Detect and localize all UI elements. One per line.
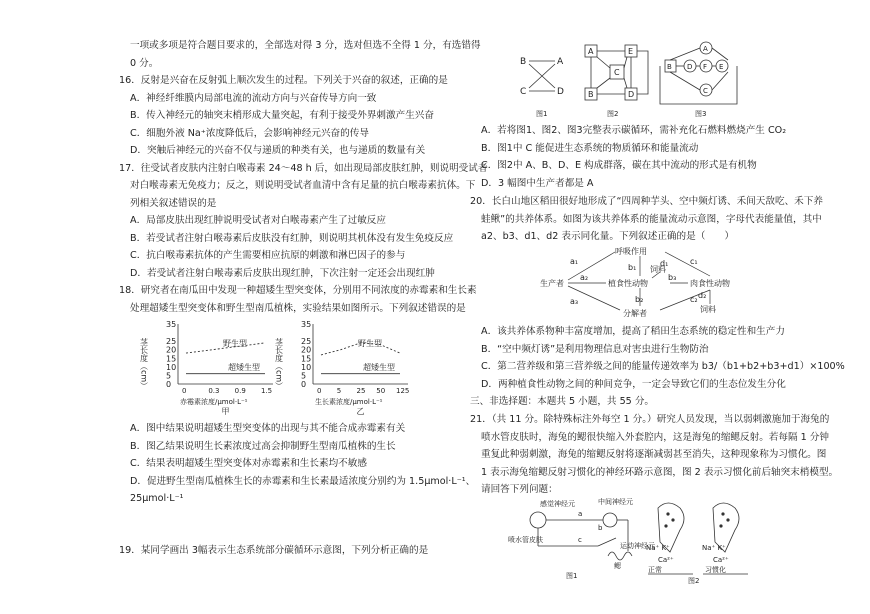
- habituation-label: 习惯化: [705, 566, 726, 574]
- q19-stem: 19．某同学画出 3幅表示生态系统部分碳循环示意图，下列分析正确的是: [119, 545, 429, 556]
- text-line: A．图中结果说明超矮生型突变体的出现与其不能合成赤霉素有关: [130, 423, 406, 434]
- text-line: C．细胞外液 Na⁺浓度降低后，会影响神经元兴奋的传导: [130, 127, 369, 139]
- text-line: 17．往受试者皮肤内注射白喉毒素 24～48 h 后，如出现局部皮肤红肿，则说明受试者: [119, 162, 488, 174]
- y-tick-label: 5: [301, 371, 307, 381]
- q19-option: B．图1中 C 能促进生态系统的物质循环和能量流动: [481, 142, 699, 154]
- text-line: 0 分。: [130, 57, 159, 69]
- neuro-fig2-caption: 图2: [688, 577, 700, 584]
- text-line: D．若受试者注射白喉毒素后皮肤出现红肿，下次注射一定还会出现红肿: [130, 267, 435, 279]
- decomposer-label: 分解者: [623, 309, 647, 318]
- text-line: D．促进野生型南瓜植株生长的赤霉素和生长素最适浓度分别约为 1.5μmol·L⁻¹、: [130, 475, 476, 487]
- y-tick-label: 35: [301, 320, 312, 329]
- label-b3: b₃: [668, 273, 677, 282]
- x-axis-label: 生长素浓度/μmol·L⁻¹: [315, 398, 383, 406]
- y-axis-label: 茎长度（cm）: [275, 338, 284, 391]
- x-axis-label: 赤霉素浓度/μmol·L⁻¹: [180, 398, 248, 406]
- x-tick-label: 0: [182, 387, 187, 395]
- label-b: b: [598, 524, 603, 532]
- fig1-caption: 图1: [536, 110, 548, 118]
- y-tick-label: 15: [166, 354, 177, 364]
- carbon-cycle-figures: [515, 40, 740, 120]
- label-a2: a₂: [580, 273, 589, 282]
- y-tick-label: 20: [166, 345, 177, 355]
- q21-stem-line: 喷水管皮肤时，海兔的鳃很快缩入外套腔内，这是海兔的缩鳃反射。若每隔 1 分钟: [481, 431, 829, 443]
- q20-stem-line: 蛙鳅”的共养体系。如图为该共养体系的能量流动示意图，字母代表能量值，其中: [481, 213, 822, 225]
- wild-type-label: 野生型: [223, 339, 247, 348]
- q19-option: C．图2中 A、B、D、E 构成群落，碳在其中流动的形式是有机物: [481, 160, 757, 171]
- q21-stem-line: 1 表示海兔缩鳃反射习惯化的神经环路示意图，图 2 表示习惯化前后轴突末梢模型。: [481, 466, 839, 478]
- dwarf-label: 超矮生型: [228, 363, 260, 372]
- gill-label: 鳃: [614, 562, 621, 570]
- label-d2: d₂: [698, 291, 707, 300]
- svg-text:F: F: [703, 63, 708, 71]
- x-tick-label: 50: [376, 387, 386, 395]
- chart-caption: 乙: [356, 407, 365, 416]
- svg-text:A: A: [557, 57, 564, 67]
- svg-text:A: A: [588, 47, 594, 56]
- y-tick-label: 35: [166, 320, 177, 329]
- label-a1: a₁: [570, 257, 579, 266]
- q20-option: A．该共养体系物种丰富度增加，提高了稻田生态系统的稳定性和生产力: [481, 326, 785, 337]
- chart-jia: [140, 316, 288, 424]
- figure-1: [520, 57, 564, 97]
- fig2-caption: 图2: [607, 110, 619, 118]
- svg-text:B: B: [520, 57, 527, 67]
- carnivore-label: 肉食性动物: [690, 279, 730, 288]
- feed-label-1: 饲料: [650, 265, 666, 274]
- ions-habit: Na⁺ K⁺: [702, 544, 726, 552]
- label-a3: a₃: [570, 297, 579, 306]
- text-line: B．若受试者注射白喉毒素后皮肤没有红肿，则说明其机体没有发生免疫反应: [130, 232, 454, 244]
- text-line: 16．反射是兴奋在反射弧上顺次发生的过程。下列关于兴奋的叙述，正确的是: [119, 75, 448, 86]
- x-tick-label: 25: [356, 387, 366, 395]
- q20-option: B．“空中频灯诱”是利用物理信息对害虫进行生物防治: [481, 343, 709, 355]
- text-line: 一项或多项是符合题目要求的，全部选对得 3 分，选对但选不全得 1 分，有选错得: [130, 40, 481, 51]
- chart-yi: [275, 316, 425, 424]
- fig3-caption: 图3: [695, 110, 707, 118]
- figure-3: [660, 42, 737, 104]
- wild-type-label: 野生型: [358, 339, 382, 348]
- q19-option: D．3 幅图中生产者都是 A: [481, 177, 594, 189]
- svg-text:B: B: [588, 90, 594, 99]
- sensory-neuron-label: 感觉神经元: [540, 500, 575, 508]
- q21-stem-line: 请回答下列问题：: [481, 484, 558, 495]
- ions-normal: Na⁺ K⁺: [646, 544, 670, 552]
- skin-label: 喷水管皮肤: [508, 536, 543, 544]
- text-line: B．图乙结果说明生长素浓度过高会抑制野生型南瓜植株的生长: [130, 440, 396, 452]
- svg-text:D: D: [557, 87, 564, 97]
- ca-habit: Ca²⁺: [713, 556, 729, 564]
- ca-normal: Ca²⁺: [658, 556, 674, 564]
- text-line: 列相关叙述错误的是: [130, 197, 217, 209]
- label-b1: b₁: [628, 263, 637, 272]
- neuro-figure: [508, 496, 778, 584]
- text-line: 处理超矮生型突变体和野生型南瓜植株，实验结果如图所示。下列叙述错误的是: [130, 302, 466, 314]
- svg-text:E: E: [719, 63, 724, 71]
- energy-flow-diagram: [540, 242, 750, 322]
- neuro-fig1-caption: 图1: [566, 572, 578, 580]
- y-tick-label: 10: [301, 362, 312, 372]
- y-tick-label: 25: [166, 337, 177, 347]
- svg-text:C: C: [520, 87, 527, 97]
- text-line: 25μmol·L⁻¹: [130, 493, 184, 504]
- svg-text:B: B: [667, 63, 672, 71]
- q20-option: C．第二营养级和第三营养级之间的能量传递效率为 b3/（b1+b2+b3+d1）×100%: [481, 361, 845, 372]
- text-line: A．神经纤维膜内局部电流的流动方向与兴奋传导方向一致: [130, 92, 377, 104]
- x-tick-label: 1.5: [261, 387, 273, 395]
- q20-stem-line: a2、b3、d1、d2 表示同化量。下列叙述正确的是（ ）: [481, 231, 735, 242]
- x-tick-label: 125: [396, 387, 410, 395]
- svg-text:A: A: [703, 45, 708, 53]
- y-tick-label: 0: [301, 380, 307, 389]
- feed-label-2: 饲料: [700, 305, 716, 314]
- svg-text:C: C: [614, 68, 620, 77]
- q19-option: A．若将图1、图2、图3完整表示碳循环，需补充化石燃料燃烧产生 CO₂: [481, 125, 787, 136]
- x-tick-label: 0.9: [234, 387, 246, 395]
- normal-label: 正常: [648, 566, 662, 574]
- label-d1: d₁: [660, 259, 669, 268]
- text-line: C．结果表明超矮生型突变体对赤霉素和生长素均不敏感: [130, 458, 367, 469]
- motor-neuron-label: 运动神经元: [620, 542, 655, 550]
- dwarf-label: 超矮生型: [363, 363, 395, 372]
- x-tick-label: 0.3: [208, 387, 220, 395]
- y-axis-label: 茎长度（cm）: [140, 338, 149, 391]
- y-tick-label: 25: [301, 337, 312, 347]
- q21-stem-line: 21．（共 11 分。除特殊标注外每空 1 分。）研究人员发现，当以弱刺激施加于海兔的: [470, 414, 830, 425]
- text-line: 对白喉毒素无免疫力；反之，则说明受试者血清中含有足量的抗白喉毒素抗体。下: [130, 180, 476, 191]
- text-line: C．抗白喉毒素抗体的产生需要相应抗原的刺激和淋巴因子的参与: [130, 250, 406, 261]
- y-tick-label: 0: [166, 380, 172, 389]
- text-line: A．局部皮肤出现红肿说明受试者对白喉毒素产生了过敏反应: [130, 215, 386, 226]
- q21-stem-line: 重复此种弱刺激，海兔的缩鳃反射将逐渐减弱甚至消失，这种现象称为习惯化。图: [481, 449, 827, 460]
- label-c1: c₁: [690, 257, 698, 266]
- label-c2: c₂: [690, 295, 698, 304]
- svg-text:C: C: [703, 87, 708, 95]
- label-b2: b₂: [635, 295, 644, 304]
- q20-option: D．两种植食性动物之间的种间竞争，一定会导致它们的生态位发生分化: [481, 378, 786, 390]
- respiration-label: 呼吸作用: [615, 247, 647, 256]
- y-tick-label: 5: [166, 371, 172, 381]
- y-tick-label: 10: [166, 362, 177, 372]
- text-line: B．传入神经元的轴突末梢形成大量突起，有利于接受外界刺激产生兴奋: [130, 110, 434, 121]
- text-line: D．突触后神经元的兴奋不仅与递质的种类有关，也与递质的数量有关: [130, 145, 426, 156]
- section-3-heading: 三、非选择题：本题共 5 小题，共 55 分。: [470, 396, 655, 407]
- chart-caption: 甲: [221, 407, 230, 416]
- svg-text:D: D: [628, 90, 635, 99]
- text-line: 18．研究者在南瓜田中发现一种超矮生型突变体，分别用不同浓度的赤霉素和生长素: [119, 285, 477, 296]
- q20-stem-line: 20．长白山地区稻田很好地形成了“四周种芋头、空中频灯诱、禾间天敌吃、禾下养: [470, 196, 823, 207]
- herbivore-label: 植食性动物: [608, 279, 648, 288]
- y-tick-label: 20: [301, 345, 312, 355]
- x-tick-label: 5: [336, 387, 342, 395]
- label-a: a: [578, 510, 583, 518]
- y-tick-label: 15: [301, 354, 312, 364]
- x-tick-label: 0: [317, 387, 322, 395]
- producer-label: 生产者: [540, 279, 564, 288]
- interneuron-label: 中间神经元: [598, 498, 633, 506]
- label-c: c: [578, 536, 582, 544]
- svg-text:E: E: [628, 47, 634, 56]
- svg-text:D: D: [687, 63, 693, 71]
